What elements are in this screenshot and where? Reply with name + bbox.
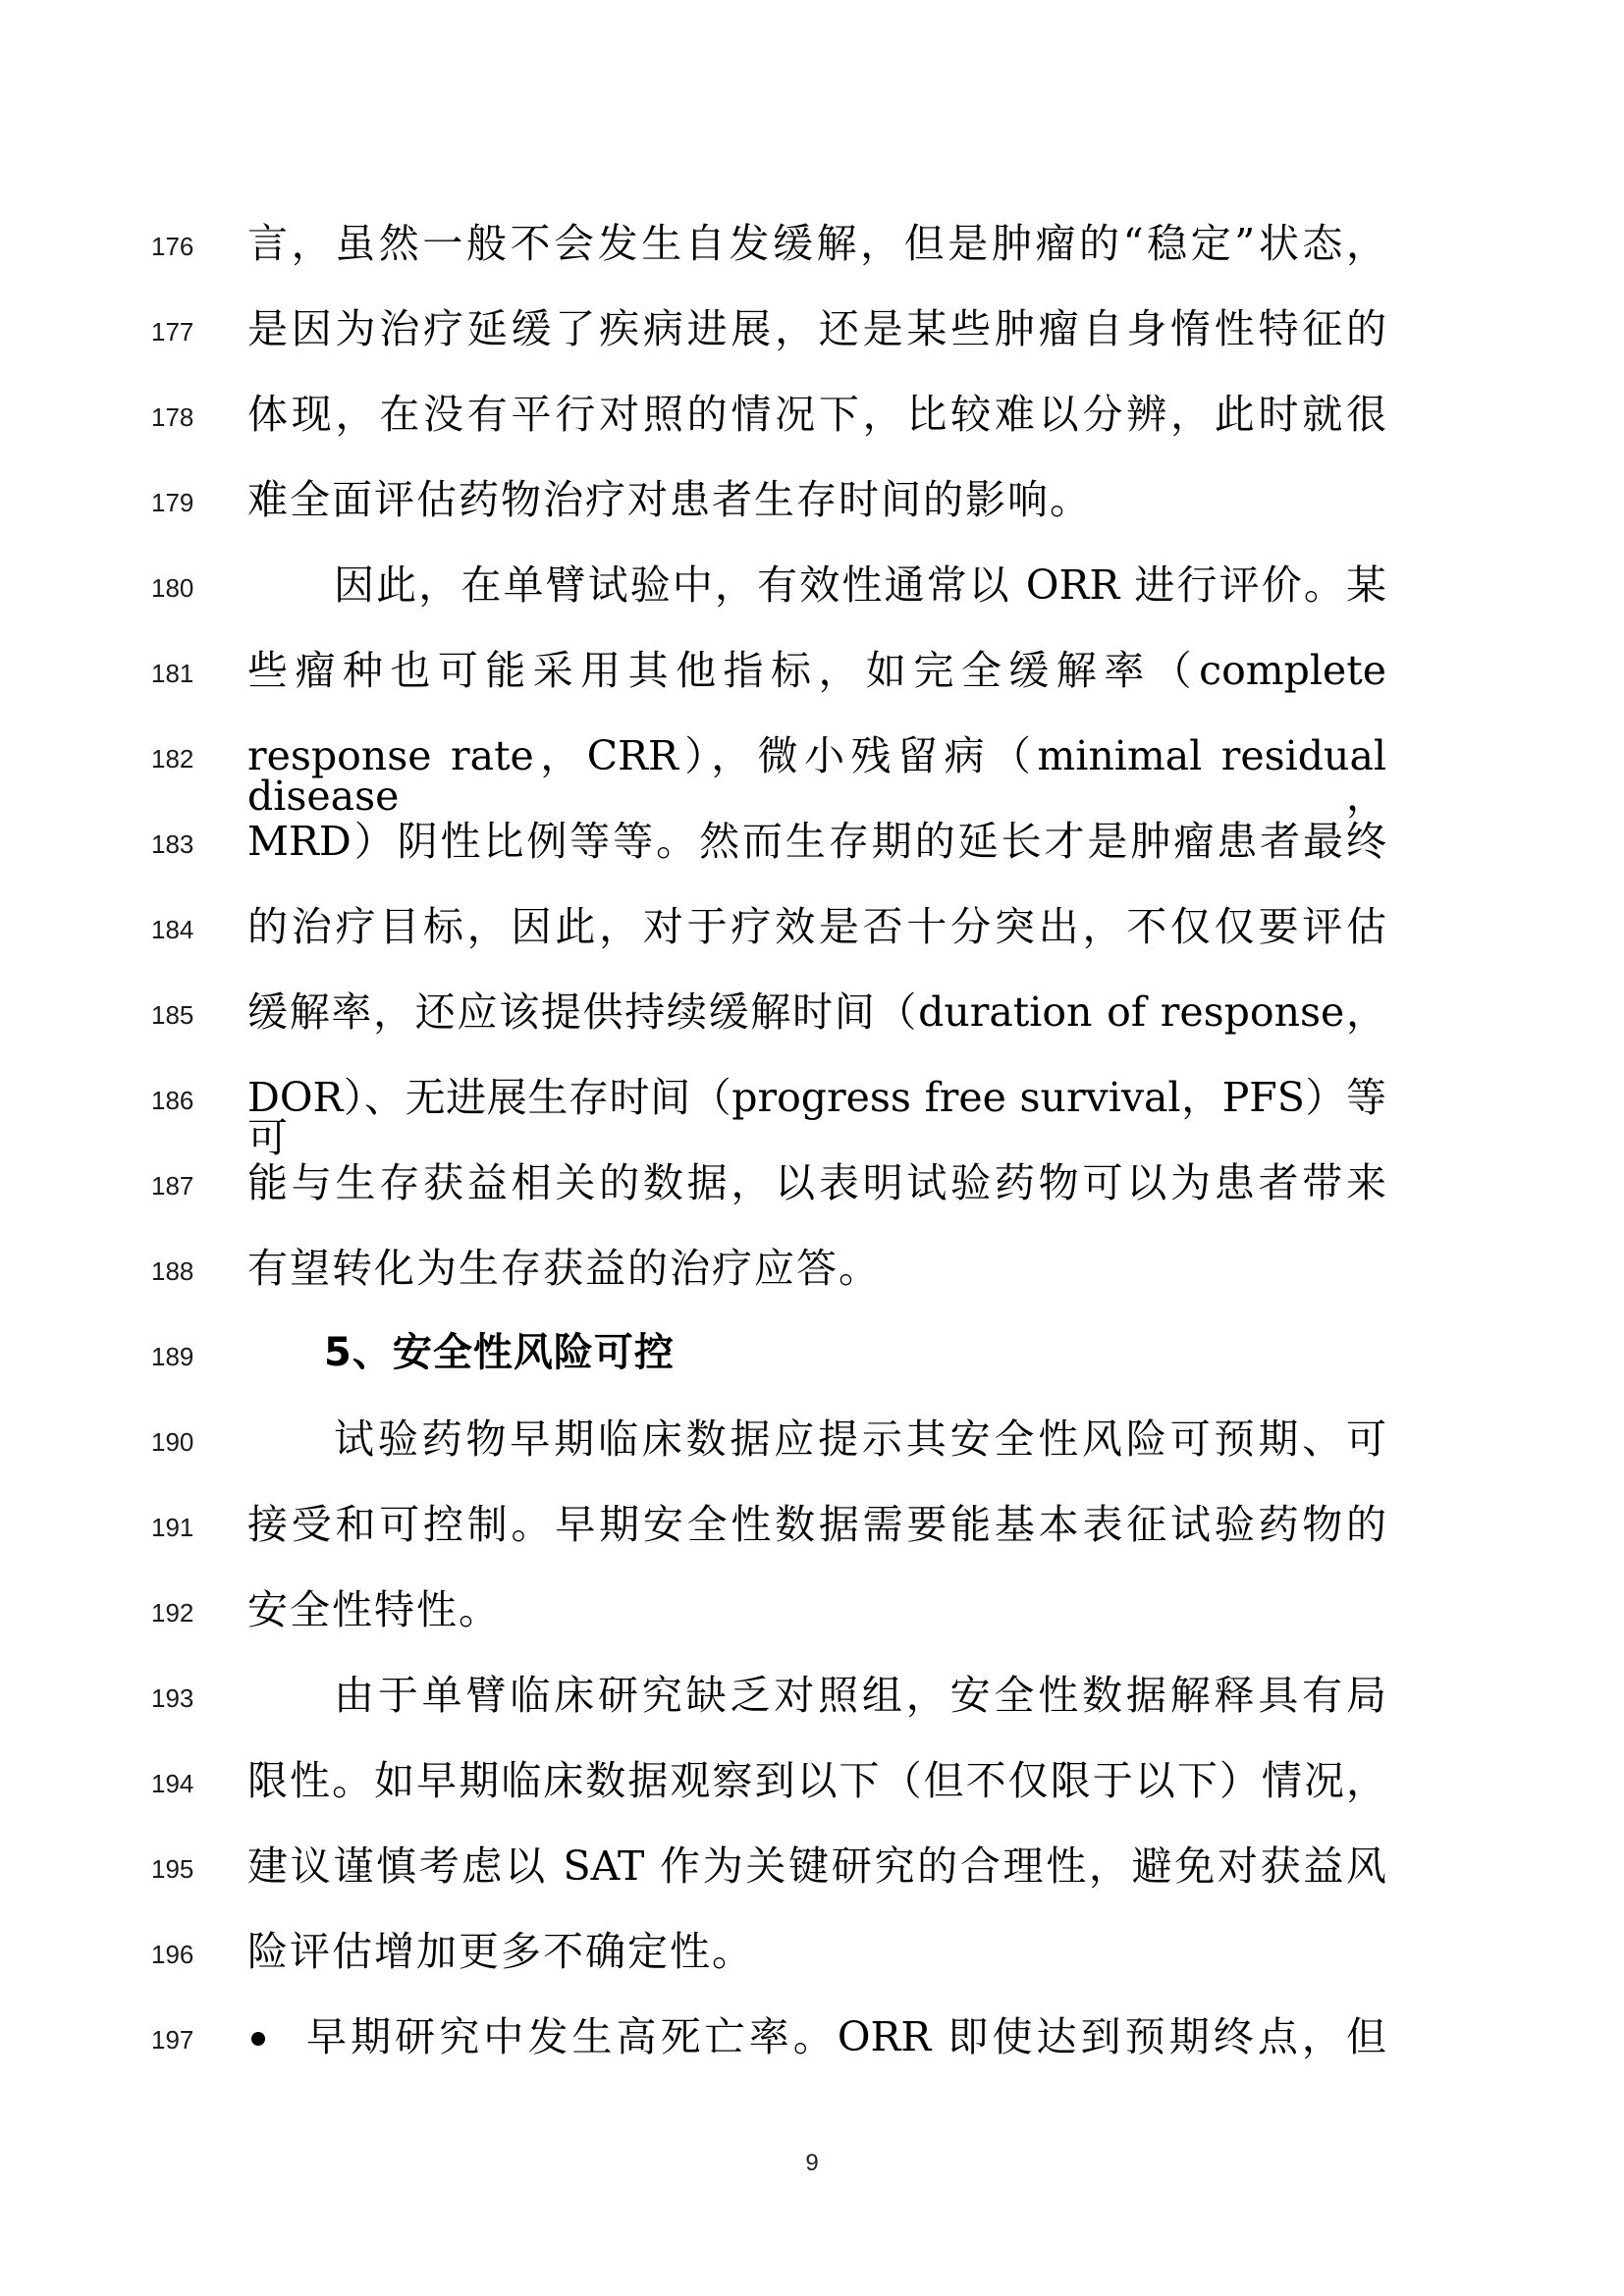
body-text-line: 由于单臂临床研究缺乏对照组，安全性数据解释具有局 [334,1672,1386,1719]
body-text-line: 险评估增加更多不确定性。 [247,1928,754,1975]
line-number: 183 [151,829,194,859]
body-text-line: 建议谨慎考虑以 SAT 作为关键研究的合理性，避免对获益风 [247,1842,1386,1890]
line-number: 192 [151,1598,194,1628]
body-text-line: 言，虽然一般不会发生自发缓解，但是肿瘤的“稳定”状态， [247,220,1386,267]
section-heading: 5、安全性风险可控 [324,1330,675,1375]
body-text-line: 的治疗目标，因此，对于疗效是否十分突出，不仅仅要评估 [247,903,1386,950]
line-number: 186 [151,1086,194,1115]
body-text-line: 因此，在单臂试验中，有效性通常以 ORR 进行评价。某 [334,561,1386,609]
line-number: 184 [151,915,194,944]
line-number: 197 [151,2025,194,2055]
bullet-icon [251,2032,265,2046]
body-text-line: DOR）、无进展生存时间（progress free survival，PFS）等可 [247,1074,1386,1161]
body-text-line: 是因为治疗延缓了疾病进展，还是某些肿瘤自身惰性特征的 [247,305,1386,352]
line-number: 181 [151,659,194,688]
body-text-line: 有望转化为生存获益的治疗应答。 [247,1245,881,1292]
body-text-line: 接受和可控制。早期安全性数据需要能基本表征试验药物的 [247,1501,1386,1548]
line-number: 189 [151,1342,194,1371]
line-number: 185 [151,1000,194,1030]
body-text-line: 能与生存获益相关的数据，以表明试验药物可以为患者带来 [247,1159,1386,1206]
line-number: 193 [151,1683,194,1713]
body-text-line: 限性。如早期临床数据观察到以下（但不仅限于以下）情况， [247,1757,1386,1804]
body-text-line: 体现，在没有平行对照的情况下，比较难以分辨，此时就很 [247,391,1386,438]
line-number: 176 [151,232,194,261]
body-text-line: 难全面评估药物治疗对患者生存时间的影响。 [247,476,1092,523]
line-number: 177 [151,317,194,347]
body-text-line: 些瘤种也可能采用其他指标，如完全缓解率（complete [247,647,1386,694]
body-text-line: MRD）阴性比例等等。然而生存期的延长才是肿瘤患者最终 [247,818,1386,865]
line-number: 180 [151,573,194,603]
body-text-line: 安全性特性。 [247,1586,501,1633]
line-number: 182 [151,744,194,774]
line-number: 178 [151,402,194,432]
line-number: 191 [151,1513,194,1542]
body-text-line: response rate，CRR），微小残留病（minimal residual disease， [247,732,1386,820]
line-number: 187 [151,1171,194,1201]
line-number: 188 [151,1256,194,1286]
line-number: 194 [151,1769,194,1798]
line-number: 190 [151,1427,194,1457]
line-number: 196 [151,1940,194,1969]
bullet-text-line: 早期研究中发生高死亡率。ORR 即使达到预期终点，但 [306,2013,1386,2060]
body-text-line: 试验药物早期临床数据应提示其安全性风险可预期、可 [334,1415,1386,1463]
page-number: 9 [805,2150,819,2176]
line-number: 195 [151,1854,194,1884]
line-number: 179 [151,488,194,517]
body-text-line: 缓解率，还应该提供持续缓解时间（duration of response， [247,988,1386,1036]
